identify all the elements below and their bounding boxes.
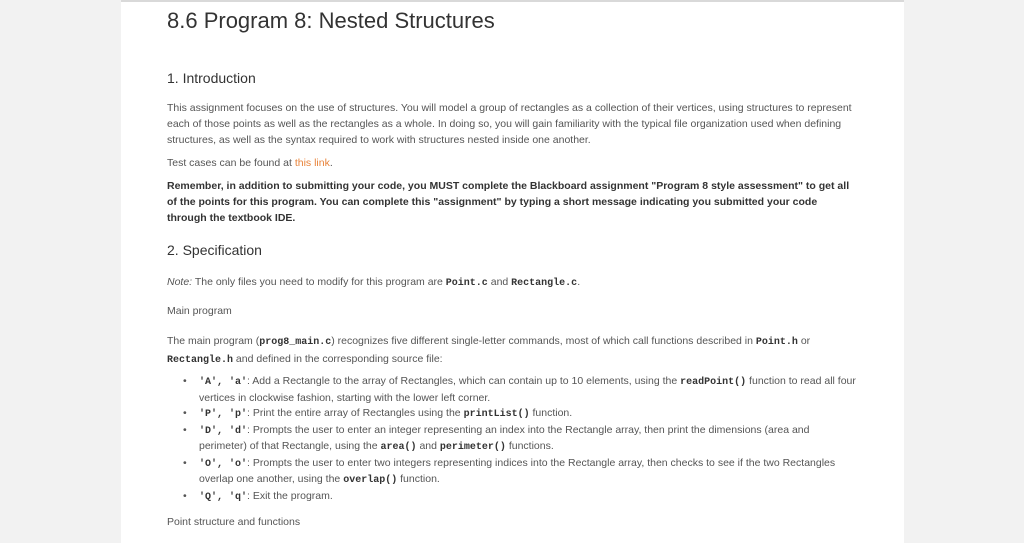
main-point-h: Point.h xyxy=(755,337,798,348)
list-item xyxy=(167,374,857,406)
test-cases-line xyxy=(167,155,857,171)
command-code: 'Q', 'q' xyxy=(199,491,248,503)
main-text-2: ) recognizes five different single-letter commands, most of which call functions described in xyxy=(331,335,756,347)
bullet-icon: • xyxy=(183,456,187,469)
command-list xyxy=(167,374,857,505)
function-name: printList() xyxy=(463,409,530,420)
command-code: 'P', 'p' xyxy=(199,409,248,420)
command-text: : Print the entire array of Rectangles using the xyxy=(247,407,464,419)
note-file-rectangle: Rectangle.c xyxy=(511,278,578,289)
test-cases-text: Test cases can be found at xyxy=(167,157,295,169)
test-cases-suffix: . xyxy=(329,157,333,169)
main-program-paragraph xyxy=(167,333,857,369)
command-code: 'A', 'a' xyxy=(199,377,248,388)
command-text: : Prompts the user to enter an integer representing an index into the Rectangle array, then print the dimensions (area and perimeter) of that Rectangle, using the xyxy=(199,423,810,452)
list-item xyxy=(167,489,857,506)
note-and: and xyxy=(487,276,512,288)
main-text-3: or xyxy=(797,335,811,347)
page-title: 8.6 Program 8: Nested Structures xyxy=(167,8,495,33)
list-item xyxy=(167,423,857,456)
remember-paragraph: Remember, in addition to submitting your code, you MUST complete the Blackboard assignment "Program 8 style assessment" to get all of the points for this program. You can complete this "assignment" by typing a short message indicating you submitted your code through the textbook IDE. xyxy=(167,180,850,224)
main-text-4: and defined in the corresponding source file: xyxy=(233,353,443,365)
function-name: area() xyxy=(380,442,417,453)
command-text-3: functions. xyxy=(505,440,554,452)
function-name: readPoint() xyxy=(680,377,747,388)
command-text: : Prompts the user to enter two integers representing indices into the Rectangle array, then checks to see if the two Rectangles overlap one another, using the xyxy=(199,456,836,485)
command-text-2: and xyxy=(416,440,440,452)
test-cases-link[interactable]: this link xyxy=(294,157,330,169)
command-text-2: function. xyxy=(397,473,440,485)
main-file: prog8_main.c xyxy=(259,337,332,348)
command-text: : Exit the program. xyxy=(247,489,333,502)
note-line xyxy=(167,274,857,292)
bullet-icon: • xyxy=(183,489,187,502)
introduction-heading: 1. Introduction xyxy=(167,70,256,86)
function-name-2: perimeter() xyxy=(439,442,506,453)
note-label: Note: xyxy=(167,276,193,288)
command-text-2: function to read all four vertices in clockwise fashion, starting with the lower left corner. xyxy=(199,375,856,404)
note-end: . xyxy=(577,276,581,288)
command-code: 'D', 'd' xyxy=(199,425,248,437)
note-text: The only files you need to modify for this program are xyxy=(192,276,446,288)
bullet-icon: • xyxy=(183,407,187,419)
specification-heading: 2. Specification xyxy=(167,242,262,258)
intro-paragraph: This assignment focuses on the use of structures. You will model a group of rectangles as a collection of their vertices, using structures to represent each of those points as well as the rectangles as a whole. In doing so, you will gain familiarity with the typical file organization used when defining structures, as well as the syntax required to work with structures nested inside one another. xyxy=(167,102,852,146)
command-text: : Add a Rectangle to the array of Rectangles, which can contain up to 10 elements, using the xyxy=(247,375,681,387)
main-program-subheading: Main program xyxy=(167,305,232,317)
document-page xyxy=(121,0,904,543)
note-file-point: Point.c xyxy=(445,278,488,289)
function-name: overlap() xyxy=(343,475,398,486)
list-item xyxy=(167,406,857,423)
command-code: 'O', 'o' xyxy=(199,458,248,470)
command-text-2: function. xyxy=(529,407,573,419)
list-item xyxy=(167,456,857,489)
point-structure-subheading: Point structure and functions xyxy=(167,516,301,528)
bullet-icon: • xyxy=(183,423,187,436)
bullet-icon: • xyxy=(183,375,187,387)
main-rectangle-h: Rectangle.h xyxy=(167,355,234,366)
main-text-1: The main program ( xyxy=(167,335,260,347)
